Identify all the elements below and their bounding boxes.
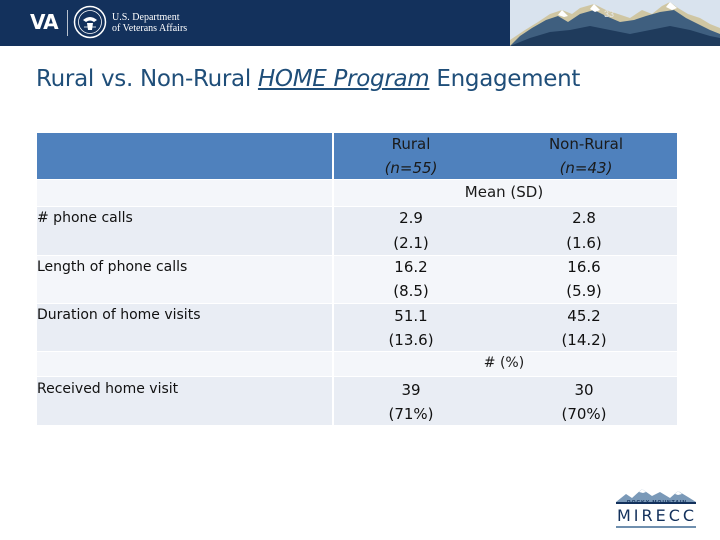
header-bar <box>0 0 720 46</box>
rural-received-count: 39 <box>401 381 421 399</box>
table-column-divider <box>332 133 334 425</box>
table-row-count-section <box>37 352 677 376</box>
title-prefix: Rural vs. Non-Rural <box>36 66 258 92</box>
row-label-length: Length of phone calls <box>37 259 188 275</box>
header-nonrural: Non-Rural <box>548 135 624 153</box>
page-number: 33 <box>604 9 615 19</box>
nonrural-phone-calls-sd: (1.6) <box>566 234 602 252</box>
nonrural-length-mean: 16.6 <box>567 258 601 276</box>
rural-length-mean: 16.2 <box>394 258 428 276</box>
rural-duration-sd: (13.6) <box>388 331 434 349</box>
nonrural-length-sd: (5.9) <box>566 282 602 300</box>
va-seal-icon <box>73 5 107 39</box>
section-mean-sd: Mean (SD) <box>464 183 544 201</box>
nonrural-duration-sd: (14.2) <box>561 331 607 349</box>
mountain-banner-icon <box>510 0 720 46</box>
nonrural-phone-calls-mean: 2.8 <box>572 209 596 227</box>
row-label-phone-calls: # phone calls <box>37 210 133 226</box>
rural-length-sd: (8.5) <box>393 282 429 300</box>
nonrural-received-pct: (70%) <box>561 405 607 423</box>
rural-duration-mean: 51.1 <box>394 307 428 325</box>
department-line1: U.S. Department <box>112 12 180 23</box>
header-nonrural-n: (n=43) <box>559 159 613 177</box>
va-logo: VA <box>30 10 58 34</box>
header-rural: Rural <box>391 135 431 153</box>
rural-phone-calls-sd: (2.1) <box>393 234 429 252</box>
logo-divider <box>67 10 68 36</box>
rural-received-pct: (71%) <box>388 405 434 423</box>
row-label-received: Received home visit <box>37 381 179 397</box>
nonrural-duration-mean: 45.2 <box>567 307 601 325</box>
nonrural-received-count: 30 <box>574 381 594 399</box>
page-title <box>36 66 580 92</box>
mirecc-top-text: ROCKY MOUNTAIN <box>627 500 687 506</box>
mirecc-main-text: MIRECC <box>616 506 698 525</box>
row-label-duration: Duration of home visits <box>37 307 201 323</box>
title-suffix: Engagement <box>429 66 581 92</box>
department-name <box>112 12 187 34</box>
department-line2: of Veterans Affairs <box>112 23 188 34</box>
title-emphasis: HOME Program <box>257 66 430 92</box>
rural-phone-calls-mean: 2.9 <box>399 209 423 227</box>
table-row-mean-section <box>37 180 677 206</box>
header-rural-n: (n=55) <box>384 159 438 177</box>
section-count-pct: # (%) <box>483 355 525 371</box>
